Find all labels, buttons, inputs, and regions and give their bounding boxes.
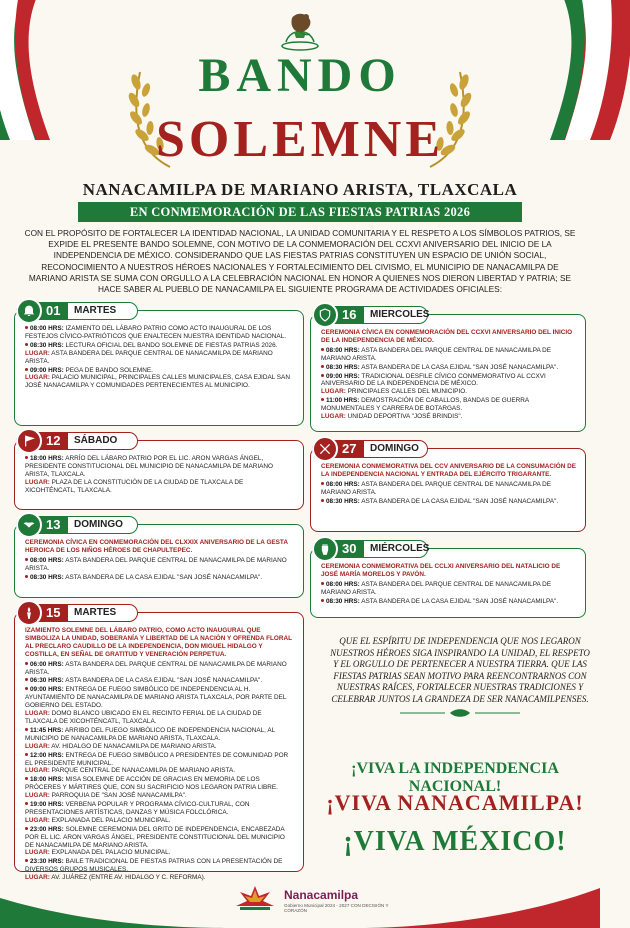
day-card-30: [310, 548, 586, 618]
flag-icon: [16, 428, 42, 454]
bullet-icon: [25, 687, 28, 690]
ceremony-title: CEREMONIA CÍVICA EN CONMEMORACIÓN DEL CCXVI ANIVERSARIO DEL INICIO DE LA INDEPENDENCIA DE MÉXICO.: [321, 329, 573, 344]
shield-icon: [312, 302, 338, 328]
day-number: 13: [46, 517, 61, 532]
event-time: 08:30 HRS:: [326, 363, 360, 371]
day-card-12: [14, 440, 304, 510]
day-events: [321, 329, 577, 427]
day-name: MARTES: [74, 607, 117, 618]
event-time: 18:00 HRS:: [30, 455, 64, 462]
event-text: LECTURA OFICIAL DEL BANDO SOLEMNE DE FIESTAS PATRIAS 2026.: [65, 341, 278, 349]
event-text: ASTA BANDERA DE LA CASA EJIDAL "SAN JOSÉ NANACAMILPA".: [361, 497, 559, 505]
bullet-icon: [25, 456, 28, 459]
event-text: ASTA BANDERA DE LA CASA EJIDAL "SAN JOSÉ NANACAMILPA".: [361, 597, 559, 605]
event-item: [25, 557, 295, 573]
day-events: [25, 325, 295, 421]
ceremony-title: IZAMIENTO SOLEMNE DEL LÁBARO PATRIO, COMO ACTO INAUGURAL QUE SIMBOLIZA LA UNIDAD, SOBERANÍA Y LIBERTAD DE LA NACIÓN Y OFRENDA FLORAL AL PRECLARO CAUDILLO DE LA INDEPENDENCIA, DON MIGUEL HIDALGO Y COSTILLA, EN SEÑAL DE GRATITUD Y VENERACIÓN PERPETUA.: [25, 627, 292, 658]
day-events: [25, 627, 295, 882]
day-number: 12: [46, 433, 61, 448]
day-card-16: [310, 314, 586, 432]
event-place: UNIDAD DEPORTIVA "JOSÉ BRINDIS".: [347, 413, 463, 421]
event-item: [25, 686, 295, 726]
event-item: [25, 752, 295, 776]
municipal-logo-icon: [232, 882, 278, 914]
event-time: 11:00 HRS:: [326, 397, 360, 405]
bullet-icon: [321, 398, 324, 401]
event-text: ASTA BANDERA DE LA CASA EJIDAL "SAN JOSÉ NANACAMILPA".: [65, 677, 263, 685]
day-number: 15: [46, 605, 61, 620]
event-item: [25, 727, 295, 751]
day-header-30: [312, 540, 428, 558]
event-place-label: LUGAR:: [25, 792, 50, 800]
event-item: [25, 801, 295, 825]
event-text: IZAMIENTO DEL LÁBARO PATRIO COMO ACTO INAUGURAL DE LOS FESTEJOS CÍVICO-PATRIÓTICOS QUE ENALTECEN NUESTRA IDENTIDAD NACIONAL.: [25, 325, 286, 340]
event-text: VERBENA POPULAR Y PROGRAMA CÍVICO-CULTURAL, CON PRESENTACIONES ARTÍSTICAS, DANZAS Y MÚSICA FOLCLÓRICA.: [25, 801, 250, 816]
ceremony-title: CEREMONIA CÍVICA EN CONMEMORACIÓN DEL CLXXIX ANIVERSARIO DE LA GESTA HEROICA DE LOS NIÑOS HÉROES DE CHAPULTEPEC.: [25, 539, 288, 554]
viva-independencia: ¡VIVA LA INDEPENDENCIA NACIONAL!: [351, 760, 559, 795]
event-item: [321, 364, 577, 372]
event-text: BAILE TRADICIONAL DE FIESTAS PATRIAS CON LA PRESENTACIÓN DE DIVERSOS GRUPOS MUSICALES.: [25, 858, 283, 874]
event-place-label: LUGAR:: [321, 413, 346, 421]
event-time: 06:30 HRS:: [30, 677, 64, 685]
day-name: MIÉRCOLES: [370, 543, 430, 554]
title-solemne: SOLEMNE: [155, 111, 445, 168]
bullet-icon: [25, 678, 28, 681]
event-text: ENTREGA DE FUEGO SIMBÓLICO A PRESIDENTES DE COMUNIDAD POR EL PRESIDENTE MUNICIPAL.: [25, 751, 289, 767]
day-name: DOMINGO: [370, 443, 419, 454]
event-text: ASTA BANDERA DEL PARQUE CENTRAL DE NANACAMILPA DE MARIANO ARISTA.: [321, 580, 552, 596]
event-place: PARQUE CENTRAL DE NANACAMILPA DE MARIANO ARISTA.: [51, 767, 235, 775]
bell-icon: [16, 298, 42, 324]
event-time: 09:00 HRS:: [30, 366, 64, 374]
event-place-label: LUGAR:: [25, 374, 50, 382]
day-events: [321, 563, 577, 613]
event-place-label: LUGAR:: [25, 816, 50, 824]
day-number: 01: [46, 303, 61, 318]
event-time: 06:00 HRS:: [30, 660, 64, 668]
day-header-15: [16, 604, 138, 622]
event-item: [25, 342, 295, 366]
eagle-icon: [16, 512, 42, 538]
event-text: PEGA DE BANDO SOLEMNE.: [65, 366, 153, 374]
bullet-icon: [321, 599, 324, 602]
event-item: [25, 776, 295, 800]
event-time: 23:30 HRS:: [30, 858, 64, 866]
bullet-icon: [25, 343, 28, 346]
bullet-icon: [25, 558, 28, 561]
national-coat-of-arms-icon: [276, 8, 324, 52]
event-place: PRINCIPALES CALLES DEL MUNICIPIO.: [347, 388, 467, 396]
event-place: EXPLANADA DEL PALACIO MUNICIPAL.: [51, 816, 171, 824]
event-place: PALACIO MUNICIPAL, PRINCIPALES CALLES MUNICIPALES, CASA EJIDAL SAN JOSÉ NANACAMILPA Y COMUNIDADES PERTENECIENTES AL MUNICIPIO.: [25, 374, 290, 390]
bullet-icon: [25, 753, 28, 756]
event-item: [25, 367, 295, 391]
event-place-label: LUGAR:: [321, 388, 346, 396]
day-name: DOMINGO: [74, 519, 123, 530]
event-text: ASTA BANDERA DEL PARQUE CENTRAL DE NANACAMILPA DE MARIANO ARISTA.: [321, 480, 552, 496]
ceremony-title: CEREMONIA CONMEMORATIVA DEL CCLXI ANIVERSARIO DEL NATALICIO DE JOSÉ MARÍA MORELOS Y PAVÓN.: [321, 563, 561, 578]
bullet-icon: [25, 859, 28, 862]
event-text: ASTA BANDERA DEL PARQUE CENTRAL DE NANACAMILPA DE MARIANO ARISTA.: [25, 556, 287, 572]
day-header-16: [312, 306, 428, 324]
event-item: [25, 455, 295, 495]
bullet-icon: [25, 827, 28, 830]
event-place-label: LUGAR:: [25, 349, 50, 357]
day-number: 30: [342, 541, 357, 556]
event-time: 08:30 HRS:: [326, 597, 360, 605]
event-place: PLAZA DE LA CONSTITUCIÓN DE LA CIUDAD DE TLAXCALA DE XICOHTÉNCATL, TLAXCALA.: [25, 478, 244, 494]
day-card-01: [14, 310, 304, 426]
event-time: 08:30 HRS:: [30, 573, 64, 581]
event-time: 09:00 HRS:: [326, 372, 360, 380]
event-text: ARRIBO DEL FUEGO SIMBÓLICO DE INDEPENDENCIA NACIONAL, AL MUNICIPIO DE NANACAMILPA DE MARIANO ARISTA, TLAXCALA.: [25, 726, 275, 742]
municipal-logo-subtitle: Gobierno Municipal 2024 - 2027 CON DECISIÓN Y CORAZÓN: [284, 903, 389, 913]
day-name: MIERCOLES: [370, 309, 430, 320]
bullet-icon: [25, 662, 28, 665]
bullet-icon: [25, 326, 28, 329]
day-number: 27: [342, 441, 357, 456]
event-place-label: LUGAR:: [25, 478, 50, 486]
event-time: 12:00 HRS:: [30, 751, 64, 759]
event-text: ASTA BANDERA DE LA CASA EJIDAL "SAN JOSÉ NANACAMILPA".: [65, 573, 263, 581]
bullet-icon: [25, 575, 28, 578]
day-header-27: [312, 440, 428, 458]
event-text: SOLEMNE CEREMONIA DEL GRITO DE INDEPENDENCIA, ENCABEZADA POR EL LIC. ARON VARGAS ÁNGEL, PRESIDENTE CONSTITUCIONAL DEL MUNICIPIO DE NANACAMILPA DE MARIANO ARISTA.: [25, 825, 285, 849]
event-time: 19:00 HRS:: [30, 801, 64, 809]
event-time: 08:00 HRS:: [326, 346, 360, 354]
event-item: [321, 598, 577, 606]
event-text: ASTA BANDERA DE LA CASA EJIDAL "SAN JOSÉ NANACAMILPA".: [361, 363, 559, 371]
event-place-label: LUGAR:: [25, 849, 50, 857]
bullet-icon: [321, 365, 324, 368]
intro-paragraph: CON EL PROPÓSITO DE FORTALECER LA IDENTIDAD NACIONAL, LA UNIDAD COMUNITARIA Y EL RESPETO A LOS SÍMBOLOS PATRIOS, SE EXPIDE EL PRESENTE BANDO SOLEMNE, CON MOTIVO DE LA CONMEMORACIÓN DEL CCXVI ANIVERSARIO DEL INICIO DE LA INDEPENDENCIA DE MÉXICO. CONSIDERANDO QUE LAS FIESTAS PATRIAS CONSTITUYEN UN ESPACIO DE UNIÓN SOCIAL, RECONOCIMIENTO A NUESTROS HÉROES NACIONALES Y FORTALECIMIENTO DEL CIVISMO, EL MUNICIPIO DE NANACAMILPA DE MARIANO ARISTA SE SUMA CON ORGULLO A LA CELEBRACIÓN NACIONAL EN HONOR A QUIENES NOS DIERON LIBERTAD Y PATRIA; SE HACE SABER AL PUEBLO DE NANACAMILPA EL SIGUIENTE PROGRAMA DE ACTIVIDADES OFICIALES:: [24, 228, 576, 295]
event-time: 08:30 HRS:: [326, 497, 360, 505]
event-text: TRADICIONAL DESFILE CÍVICO CONMEMORATIVO AL CCXVI ANIVERSARIO DE LA INDEPENDENCIA DE MÉXICO.: [321, 372, 546, 388]
event-time: 08:00 HRS:: [30, 556, 64, 564]
event-text: DEMOSTRACIÓN DE CABALLOS, BANDAS DE GUERRA MONUMENTALES Y CARRERA DE BOTARGAS.: [321, 397, 529, 413]
bullet-icon: [25, 368, 28, 371]
event-item: [25, 677, 295, 685]
event-time: 11:45 HRS:: [30, 726, 64, 734]
event-text: ASTA BANDERA DEL PARQUE CENTRAL DE NANACAMILPA DE MARIANO ARISTA.: [25, 660, 287, 676]
event-text: ASTA BANDERA DEL PARQUE CENTRAL DE NANACAMILPA DE MARIANO ARISTA.: [321, 346, 552, 362]
day-name: SÁBADO: [74, 435, 118, 446]
ceremony-title: CEREMONIA CONMEMORATIVA DEL CCV ANIVERSARIO DE LA CONSUMACIÓN DE LA INDEPENDENCIA NACIONAL Y ENTRADA DEL EJÉRCITO TRIGARANTE.: [321, 463, 577, 478]
event-item: [321, 581, 577, 597]
event-item: [25, 574, 295, 582]
day-events: [25, 455, 295, 505]
commemoration-banner: EN CONMEMORACIÓN DE LAS FIESTAS PATRIAS 2026: [78, 202, 522, 222]
event-time: 09:00 HRS:: [30, 686, 64, 694]
event-item: [25, 858, 295, 882]
day-name: MARTES: [74, 305, 117, 316]
ornament-divider-icon: [400, 708, 520, 718]
event-item: [321, 347, 577, 363]
bullet-icon: [25, 777, 28, 780]
day-header-01: [16, 302, 138, 320]
event-time: 08:30 HRS:: [30, 341, 64, 349]
bullet-icon: [321, 582, 324, 585]
day-events: [321, 463, 577, 527]
event-time: 23:00 HRS:: [30, 825, 64, 833]
day-header-12: [16, 432, 138, 450]
event-place-label: LUGAR:: [25, 874, 50, 882]
event-item: [25, 826, 295, 858]
event-place: AV. JUÁREZ (ENTRE AV. HIDALGO Y C. REFORMA).: [51, 874, 206, 882]
event-place: PARROQUIA DE "SAN JOSÉ NANACAMILPA".: [51, 792, 187, 800]
event-item: [321, 373, 577, 397]
event-time: 08:00 HRS:: [326, 580, 360, 588]
day-card-13: [14, 524, 304, 598]
day-card-15: [14, 612, 304, 882]
event-text: MISA SOLEMNE DE ACCIÓN DE GRACIAS EN MEMORIA DE LOS PRÓCERES Y MÁRTIRES QUE, CON SU SACRIFICIO NOS LEGARON PATRIA LIBRE.: [25, 776, 278, 792]
day-card-27: [310, 448, 586, 532]
event-item: [321, 397, 577, 421]
event-text: ARRÍO DEL LÁBARO PATRIO POR EL LIC. ARON VARGAS ÁNGEL, PRESIDENTE CONSTITUCIONAL DEL MUNICIPIO DE NANACAMILPA DE MARIANO ARISTA, TLAXCALA.: [25, 455, 273, 478]
event-place-label: LUGAR:: [25, 742, 50, 750]
bullet-icon: [321, 348, 324, 351]
event-time: 18:00 HRS:: [30, 776, 64, 784]
event-place: ASTA BANDERA DEL PARQUE CENTRAL DE NANACAMILPA DE MARIANO ARISTA.: [25, 349, 273, 365]
event-item: [25, 325, 295, 341]
event-place-label: LUGAR:: [25, 710, 50, 718]
event-place-label: LUGAR:: [25, 767, 50, 775]
event-item: [321, 498, 577, 506]
event-place: AV. HIDALGO DE NANACAMILPA DE MARIANO ARISTA.: [51, 742, 217, 750]
municipality-heading: NANACAMILPA DE MARIANO ARISTA, TLAXCALA: [82, 180, 518, 199]
bullet-icon: [321, 374, 324, 377]
event-item: [321, 481, 577, 497]
event-item: [25, 661, 295, 677]
event-text: ENTREGA DE FUEGO SIMBÓLICO DE INDEPENDENCIA AL H. AYUNTAMIENTO DE NANACAMILPA DE MARIANO ARISTA TLAXCALA, POR PARTE DEL GOBIERNO DEL ESTADO.: [25, 686, 287, 710]
viva-nanacamilpa: ¡VIVA NANACAMILPA!: [326, 790, 584, 815]
fist-icon: [312, 536, 338, 562]
event-time: 08:00 HRS:: [326, 480, 360, 488]
event-place: DOMO BLANCO UBICADO EN EL RECINTO FERIAL DE LA CIUDAD DE TLAXCALA DE XICOHTÉNCATL, TLAXCALA.: [25, 710, 262, 725]
municipal-logo-name: Nanacamilpa: [284, 888, 359, 902]
closing-quote: QUE EL ESPÍRITU DE INDEPENDENCIA QUE NOS LEGARON NUESTROS HÉROES SIGA INSPIRANDO LA UNIDAD, EL RESPETO Y EL ORGULLO DE PERTENECER A NUESTRA TIERRA. QUE LAS FIESTAS PATRIAS SEAN MOTIVO PARA REENCONTRARNOS CON NUESTRAS RAÍCES, FORTALECER NUESTRAS TRADICIONES Y CELEBRAR JUNTOS LA GRANDEZA DE SER NANACAMILPENSES.: [330, 636, 590, 704]
event-time: 08:00 HRS:: [30, 325, 64, 332]
bullet-icon: [321, 499, 324, 502]
day-events: [25, 539, 295, 593]
title-bando: BANDO: [198, 49, 402, 102]
bullet-icon: [321, 482, 324, 485]
viva-mexico: ¡VIVA MÉXICO!: [343, 826, 567, 857]
day-number: 16: [342, 307, 357, 322]
swords-icon: [312, 436, 338, 462]
event-place: EXPLANADA DEL PALACIO MUNICIPAL.: [51, 849, 171, 857]
bullet-icon: [25, 802, 28, 805]
torch-icon: [16, 600, 42, 626]
day-header-13: [16, 516, 138, 534]
bullet-icon: [25, 728, 28, 731]
